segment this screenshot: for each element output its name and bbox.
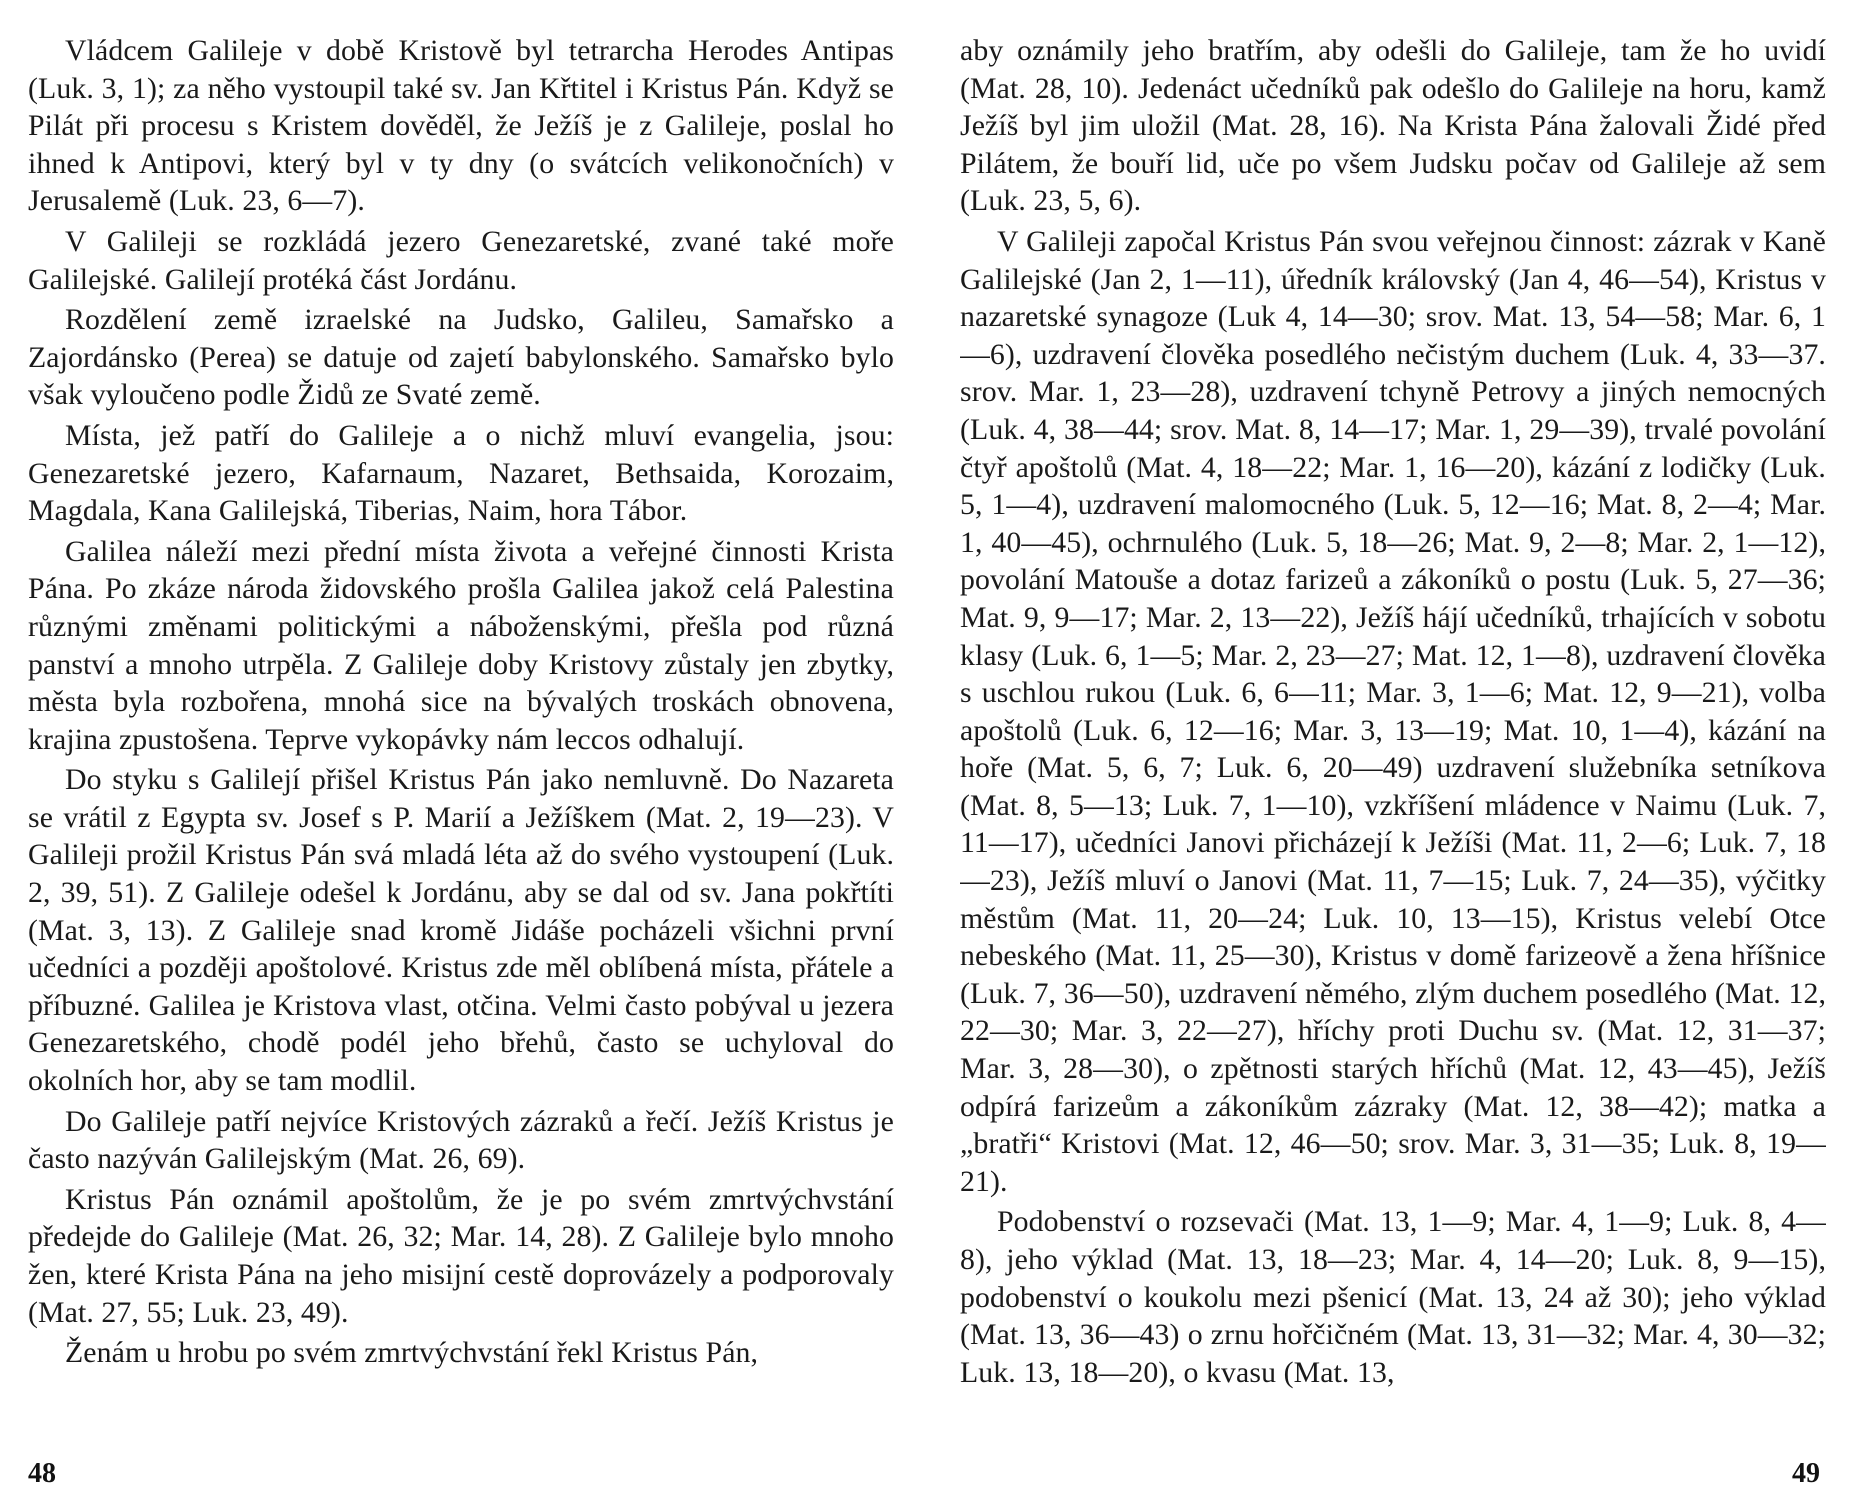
paragraph: Místa, jež patří do Galileje a o nichž mluví evangelia, jsou: Genezaretské jezero, Kafarnaum, Nazaret, Bethsaida, Korozaim, Magdala, Kana Galilejská, Tiberias, Naim, hora Tábor. xyxy=(28,418,894,528)
paragraph: Rozdělení země izraelské na Judsko, Galileu, Samařsko a Zajordánsko (Perea) se datuje od zajetí babylonského. Samařsko bylo však vyloučeno podle Židů ze Svaté země. xyxy=(28,303,894,412)
paragraph: V Galileji započal Kristus Pán svou veřejnou činnost: zázrak v Kaně Galilejské (Jan 2, 1—11), úředník královský (Jan 4, 46—54), Kristus v nazaretské synagoze (Luk 4, 14—30; srov. Mat. 13, 54—58; Mar. 6, 1—6), uzdravení člověka posedlého nečistým duchem (Luk. 4, 33—37. srov. Mar. 1, 23—28), uzdravení tchyně Petrovy a jiných nemocných (Luk. 4, 38—44; srov. Mat. 8, 14—17; Mar. 1, 29—39), trvalé povolání čtyř apoštolů (Mat. 4, 18—22; Mar. 1, 16—20), kázání z lodičky (Luk. 5, 1—4), uzdravení malomocného (Luk. 5, 12—16; Mat. 8, 2—4; Mar. 1, 40—45), ochrnulého (Luk. 5, 18—26; Mat. 9, 2—8; Mar. 2, 1—12), povolání Matouše a dotaz farizeů a zákoníků o postu (Luk. 5, 27—36; Mat. 9, 9—17; Mar. 2, 13—22), Ježíš hájí učedníků, trhajících v sobotu klasy (Luk. 6, 1—5; Mar. 2, 23—27; Mat. 12, 1—8), uzdravení člověka s uschlou rukou (Luk. 6, 6—11; Mar. 3, 1—6; Mat. 12, 9—21), volba apoštolů (Luk. 6, 12—16; Mar. 3, 13—19; Mat. 10, 1—4), kázání na hoře (Mat. 5, 6, 7; Luk. 6, 20—49) uzdravení služebníka setníkova (Mat. 8, 5—13; Luk. 7, 1—10), vzkříšení mládence v Naimu (Luk. 7, 11—17), učedníci Janovi přicházejí k Ježíši (Mat. 11, 2—6; Luk. 7, 18—23), Ježíš mluví o Janovi (Mat. 11, 7—15; Luk. 7, 24—35), výčitky městům (Mat. 11, 20—24; Luk. 10, 13—15), Kristus velebí Otce nebeského (Mat. 11, 25—30), Kristus v domě farizeově a žena hříšnice (Luk. 7, 36—50), uzdravení němého, zlým duchem posedlého (Mat. 12, 22—30; Mar. 3, 22—27), hříchy proti Duchu sv. (Mat. 12, 31—37; Mar. 3, 28—30), o zpětnosti starých hříchů (Mat. 12, 43—45), Ježíš odpírá farizeům a zákoníkům zázraky (Mat. 12, 38—42); matka a „bratři“ Kristovi (Mat. 12, 46—50; srov. Mar. 3, 31—35; Luk. 8, 19—21). xyxy=(960,224,1826,1198)
right-page xyxy=(960,32,1826,1412)
paragraph: Do Galileje patří nejvíce Kristových zázraků a řečí. Ježíš Kristus je často nazýván Galilejským (Mat. 26, 69). xyxy=(28,1104,894,1176)
left-page xyxy=(28,32,894,1412)
page-number-left: 48 xyxy=(28,1458,56,1489)
paragraph: Ženám u hrobu po svém zmrtvýchvstání řekl Kristus Pán, xyxy=(65,1336,759,1370)
paragraph: V Galileji se rozkládá jezero Genezaretské, zvané také moře Galilejské. Galilejí protéká část Jordánu. xyxy=(28,224,894,296)
paragraph: Podobenství o rozsevači (Mat. 13, 1—9; Mar. 4, 1—9; Luk. 8, 4—8), jeho výklad (Mat. 13, 18—23; Mar. 4, 14—20; Luk. 8, 9—15), podobenství o koukolu mezi pšenicí (Mat. 13, 24 až 30); jeho výklad (Mat. 13, 36—43) o zrnu hořčičném (Mat. 13, 31—32; Mar. 4, 30—32; Luk. 13, 18—20), o kvasu (Mat. 13, xyxy=(960,1205,1826,1389)
page-number-right: 49 xyxy=(1792,1458,1820,1489)
paragraph: Kristus Pán oznámil apoštolům, že je po svém zmrtvýchvstání předejde do Galileje (Mat. 26, 32; Mar. 14, 28). Z Galileje bylo mnoho žen, které Krista Pána na jeho misijní cestě doprovázely a podporovaly (Mat. 27, 55; Luk. 23, 49). xyxy=(28,1182,894,1329)
paragraph-continued: aby oznámily jeho bratřím, aby odešli do Galileje, tam že ho uvidí (Mat. 28, 10). Jedenáct učedníků pak odešlo do Galileje na horu, kamž Ježíš byl jim uložil (Mat. 28, 16). Na Krista Pána žalovali Židé před Pilátem, že bouří lid, uče po všem Judsku počav od Galileje až sem (Luk. 23, 5, 6). xyxy=(960,34,1826,218)
paragraph: Galilea náleží mezi přední místa života a veřejné činnosti Krista Pána. Po zkáze národa židovského prošla Galilea jakož celá Palestina různými změnami politickými a náboženskými, přešla pod různá panství a mnoho utrpěla. Z Galileje doby Kristovy zůstaly jen zbytky, města byla rozbořena, mnohá sice na bývalých troskách obnovena, krajina zpustošena. Teprve vykopávky nám leccos odhalují. xyxy=(28,534,894,756)
paragraph: Do styku s Galilejí přišel Kristus Pán jako nemluvně. Do Nazareta se vrátil z Egypta sv. Josef s P. Marií a Ježíškem (Mat. 2, 19—23). V Galileji prožil Kristus Pán svá mladá léta až do svého vystoupení (Luk. 2, 39, 51). Z Galileje odešel k Jordánu, aby se dal od sv. Jana pokřtíti (Mat. 3, 13). Z Galileje snad kromě Jidáše pocházeli všichni první učedníci a později apoštolové. Kristus zde měl oblíbená místa, přátele a příbuzné. Galilea je Kristova vlast, otčina. Velmi často pobýval u jezera Genezaretského, chodě podél jeho břehů, často se uchyloval do okolních hor, aby se tam modlil. xyxy=(28,763,894,1098)
paragraph: Vládcem Galileje v době Kristově byl tetrarcha Herodes Antipas (Luk. 3, 1); za něho vystoupil také sv. Jan Křtitel i Kristus Pán. Když se Pilát při procesu s Kristem dověděl, že Ježíš je z Galileje, poslal ho ihned k Antipovi, který byl v ty dny (o svátcích velikonočních) v Jerusalemě (Luk. 23, 6—7). xyxy=(28,34,894,218)
